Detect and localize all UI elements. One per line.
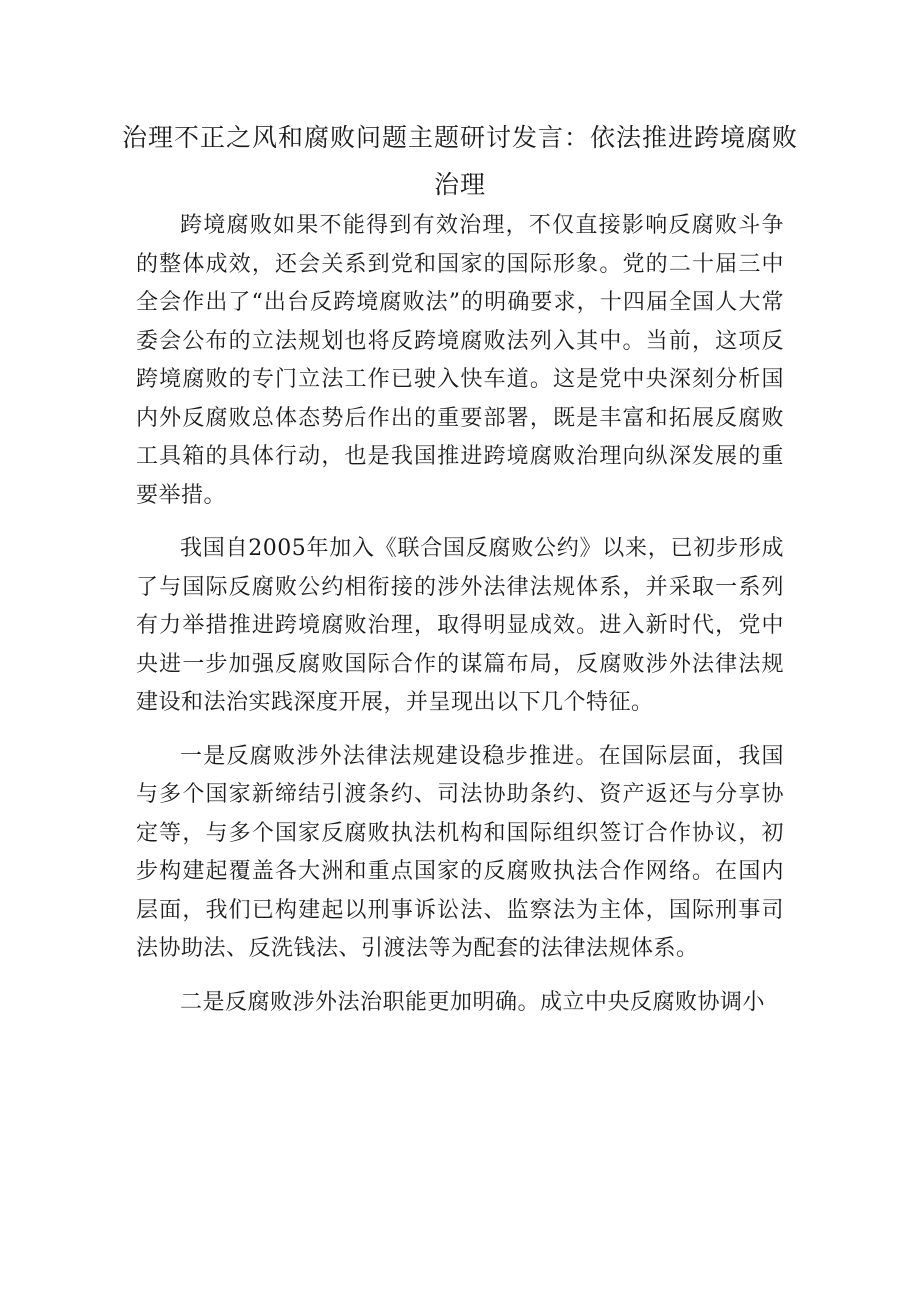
paragraph: 二是反腐败涉外法治职能更加明确。成立中央反腐败协调小: [180, 989, 766, 1015]
paragraph: 一是反腐败涉外法律法规建设稳步推进。在国际层面，我国与多个国家新缔结引渡条约、司法协助条约、资产返还与分享协定等，与多个国家反腐败执法机构和国际组织签订合作协议，初步构建起覆盖各大洲和重点国家的反腐败执法合作网络。在国内层面，我们已构建起以刑事诉讼法、监察法为主体，国际刑事司法协助法、反洗钱法、引渡法等为配套的法律法规体系。: [136, 743, 784, 961]
document-body: [136, 207, 784, 1037]
paragraph: 我国自2005年加入《联合国反腐败公约》以来，已初步形成了与国际反腐败公约相衔接的涉外法律法规体系，并采取一系列有力举措推进跨境腐败治理，取得明显成效。进入新时代，党中央进一步加强反腐败国际合作的谋篇布局，反腐败涉外法律法规建设和法治实践深度开展，并呈现出以下几个特征。: [136, 536, 784, 715]
document-title: 治理不正之风和腐败问题主题研讨发言：依法推进跨境腐败治理: [121, 123, 798, 199]
paragraph: 跨境腐败如果不能得到有效治理，不仅直接影响反腐败斗争的整体成效，还会关系到党和国家的国际形象。党的二十届三中全会作出了“出台反跨境腐败法”的明确要求，十四届全国人大常委会公布的立法规划也将反跨境腐败法列入其中。当前，这项反跨境腐败的专门立法工作已驶入快车道。这是党中央深刻分析国内外反腐败总体态势后作出的重要部署，既是丰富和拓展反腐败工具箱的具体行动，也是我国推进跨境腐败治理向纵深发展的重要举措。: [136, 213, 784, 508]
